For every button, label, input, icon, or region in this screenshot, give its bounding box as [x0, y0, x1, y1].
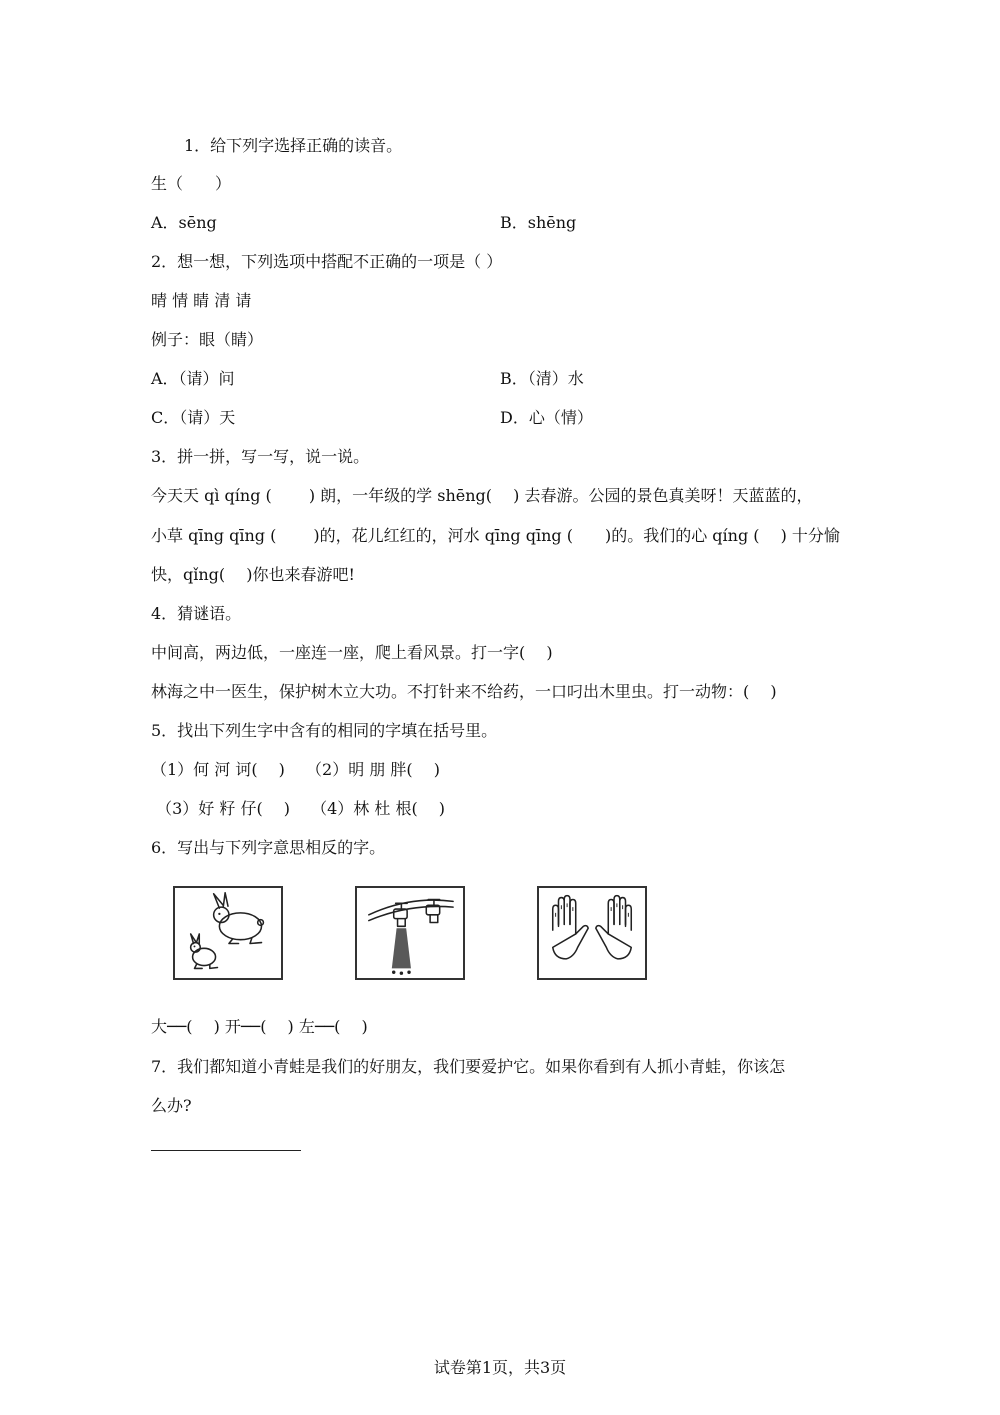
q5-row-1: （1）何 河 诃( ) （2）明 朋 胖( ) [151, 760, 440, 779]
faucet-picture [355, 886, 465, 980]
q3-title: 3．拼一拼，写一写，说一说。 [151, 447, 370, 466]
faucet-icon [357, 888, 463, 978]
q3-line-1: 今天天 qì qíng ( ) 朗，一年级的学 shēng( ) 去春游。公园的景色真美呀！天蓝蓝的， [151, 486, 813, 505]
q4-title: 4．猜谜语。 [151, 604, 242, 623]
q4-riddle-2: 林海之中一医生，保护树木立大功。不打针来不给药，一口叼出木里虫。打一动物：( ) [151, 682, 777, 701]
q5-row-2: （3）好 籽 仔( ) （4）林 杜 根( ) [151, 799, 446, 818]
rabbit-icon [175, 888, 281, 978]
q2-option-c[interactable]: C．（请）天 [151, 408, 236, 427]
hands-icon [539, 888, 645, 978]
q2-option-a[interactable]: A．（请）问 [151, 369, 235, 388]
q5-title: 5．找出下列生字中含有的相同的字填在括号里。 [151, 721, 498, 740]
q2-title: 2．想一想，下列选项中搭配不正确的一项是（ ） [151, 252, 503, 271]
hands-picture [537, 886, 647, 980]
q2-option-b[interactable]: B．（清）水 [500, 369, 584, 388]
q1-option-a[interactable]: A．sēng [151, 213, 217, 232]
q1-title: 1．给下列字选择正确的读音。 [184, 136, 403, 155]
page-footer: 试卷第1页，共3页 [433, 1358, 567, 1377]
q7-answer-line[interactable] [151, 1150, 301, 1151]
q7-line-2: 么办? [151, 1096, 192, 1115]
q3-line-2: 小草 qīng qīng ( )的，花儿红红的，河水 qīng qīng ( )的。我们的心 qíng ( ) 十分愉 [151, 526, 840, 545]
q1-option-b[interactable]: B．shēng [500, 213, 577, 232]
q2-example: 例子：眼（睛） [151, 330, 264, 349]
q6-answers: 大──( ) 开──( ) 左──( ) [151, 1017, 368, 1036]
q2-option-d[interactable]: D．心（情） [500, 408, 593, 427]
q3-line-3: 快，qǐng( )你也来春游吧! [151, 565, 355, 584]
q2-chars: 晴 情 睛 清 请 [151, 291, 252, 310]
q4-riddle-1: 中间高，两边低，一座连一座，爬上看风景。打一字( ) [151, 643, 553, 662]
rabbits-picture [173, 886, 283, 980]
q7-line-1: 7．我们都知道小青蛙是我们的好朋友，我们要爱护它。如果你看到有人抓小青蛙，你该怎 [151, 1057, 786, 1076]
q1-stem: 生（ ） [151, 174, 232, 193]
q6-title: 6．写出与下列字意思相反的字。 [151, 838, 386, 857]
